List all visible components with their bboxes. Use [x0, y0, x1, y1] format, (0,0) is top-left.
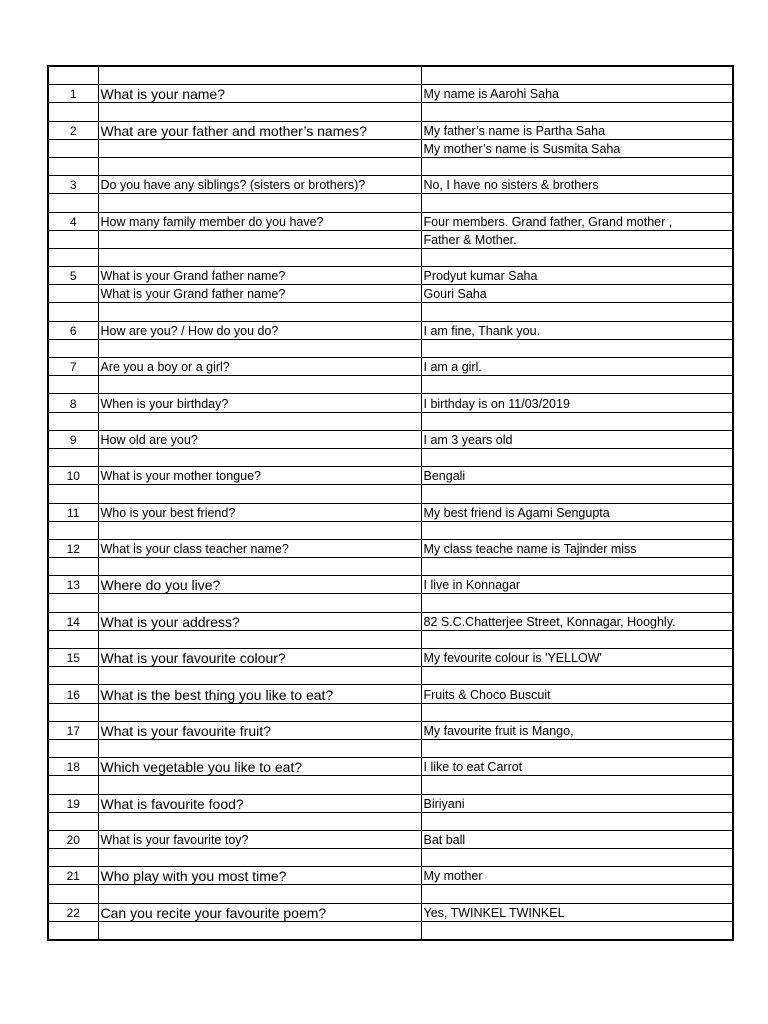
row-number-cell[interactable]: [48, 194, 98, 212]
question-cell[interactable]: [98, 66, 421, 85]
row-number-cell[interactable]: 20: [48, 830, 98, 848]
table-row: [48, 467, 733, 485]
table-row: [48, 503, 733, 521]
answer-cell[interactable]: [421, 103, 733, 121]
table-row: [48, 394, 733, 412]
question-cell[interactable]: Who play with you most time?: [98, 867, 421, 885]
table-row: [48, 867, 733, 885]
table-row: [48, 176, 733, 194]
answer-cell[interactable]: [421, 412, 733, 430]
row-number-cell[interactable]: 13: [48, 576, 98, 594]
table-row: [48, 630, 733, 648]
row-number-cell[interactable]: [48, 139, 98, 157]
row-number-cell[interactable]: 17: [48, 721, 98, 739]
answer-cell[interactable]: My mother: [421, 867, 733, 885]
question-cell[interactable]: [98, 376, 421, 394]
answer-cell[interactable]: [421, 194, 733, 212]
answer-cell[interactable]: I am fine, Thank you.: [421, 321, 733, 339]
answer-cell[interactable]: [421, 849, 733, 867]
answer-cell[interactable]: [421, 376, 733, 394]
row-number-cell[interactable]: 12: [48, 539, 98, 557]
answer-cell[interactable]: [421, 485, 733, 503]
question-cell[interactable]: What are your father and mother’s names?: [98, 121, 421, 139]
row-number-cell[interactable]: 14: [48, 612, 98, 630]
question-cell[interactable]: [98, 703, 421, 721]
answer-cell[interactable]: My favourite fruit is Mango,: [421, 721, 733, 739]
table-row: [48, 776, 733, 794]
answer-cell[interactable]: My mother’s name is Susmita Saha: [421, 139, 733, 157]
answer-cell[interactable]: My fevourite colour is 'YELLOW': [421, 649, 733, 667]
answer-cell[interactable]: [421, 667, 733, 685]
answer-cell[interactable]: I live in Konnagar: [421, 576, 733, 594]
row-number-cell[interactable]: 3: [48, 176, 98, 194]
table-row: [48, 812, 733, 830]
answer-cell[interactable]: Biriyani: [421, 794, 733, 812]
answer-cell[interactable]: [421, 776, 733, 794]
answer-cell[interactable]: My name is Aarohi Saha: [421, 85, 733, 103]
question-cell[interactable]: What is your address?: [98, 612, 421, 630]
answer-cell[interactable]: [421, 703, 733, 721]
table-row: [48, 303, 733, 321]
table-row: [48, 212, 733, 230]
table-row: [48, 321, 733, 339]
question-cell[interactable]: Can you recite your favourite poem?: [98, 903, 421, 921]
table-row: [48, 85, 733, 103]
table-row: [48, 903, 733, 921]
question-cell[interactable]: [98, 812, 421, 830]
table-row: [48, 285, 733, 303]
answer-cell[interactable]: 82 S.C.Chatterjee Street, Konnagar, Hooghly.: [421, 612, 733, 630]
question-cell[interactable]: Which vegetable you like to eat?: [98, 758, 421, 776]
table-row: [48, 794, 733, 812]
row-number-cell[interactable]: [48, 230, 98, 248]
answer-cell[interactable]: I am 3 years old: [421, 430, 733, 448]
row-number-cell[interactable]: [48, 594, 98, 612]
answer-cell[interactable]: I birthday is on 11/03/2019: [421, 394, 733, 412]
answer-cell[interactable]: [421, 66, 733, 85]
question-cell[interactable]: What is your Grand father name?: [98, 267, 421, 285]
answer-cell[interactable]: Father & Mother.: [421, 230, 733, 248]
row-number-cell[interactable]: [48, 376, 98, 394]
question-cell[interactable]: [98, 230, 421, 248]
row-number-cell[interactable]: 8: [48, 394, 98, 412]
row-number-cell[interactable]: [48, 885, 98, 903]
row-number-cell[interactable]: 9: [48, 430, 98, 448]
question-cell[interactable]: [98, 885, 421, 903]
question-cell[interactable]: What is your favourite colour?: [98, 649, 421, 667]
answer-cell[interactable]: [421, 739, 733, 757]
table-row: [48, 739, 733, 757]
row-number-cell[interactable]: [48, 66, 98, 85]
answer-cell[interactable]: [421, 594, 733, 612]
answer-cell[interactable]: I am a girl.: [421, 358, 733, 376]
table-row: [48, 539, 733, 557]
row-number-cell[interactable]: [48, 558, 98, 576]
sheet-body: [48, 66, 733, 940]
question-cell[interactable]: [98, 339, 421, 357]
question-cell[interactable]: Who is your best friend?: [98, 503, 421, 521]
table-row: [48, 194, 733, 212]
question-cell[interactable]: When is your birthday?: [98, 394, 421, 412]
answer-cell[interactable]: I like to eat Carrot: [421, 758, 733, 776]
table-row: [48, 594, 733, 612]
table-row: [48, 376, 733, 394]
table-row: [48, 758, 733, 776]
question-cell[interactable]: What is your class teacher name?: [98, 539, 421, 557]
table-row: [48, 849, 733, 867]
row-number-cell[interactable]: [48, 412, 98, 430]
table-row: [48, 885, 733, 903]
table-row: [48, 448, 733, 466]
row-number-cell[interactable]: 7: [48, 358, 98, 376]
answer-cell[interactable]: [421, 448, 733, 466]
row-number-cell[interactable]: 21: [48, 867, 98, 885]
answer-cell[interactable]: No, I have no sisters & brothers: [421, 176, 733, 194]
table-row: [48, 703, 733, 721]
question-cell[interactable]: What is your favourite fruit?: [98, 721, 421, 739]
row-number-cell[interactable]: 22: [48, 903, 98, 921]
row-number-cell[interactable]: [48, 776, 98, 794]
table-row: [48, 521, 733, 539]
table-row: [48, 358, 733, 376]
question-cell[interactable]: What is favourite food?: [98, 794, 421, 812]
table-row: [48, 430, 733, 448]
question-cell[interactable]: [98, 485, 421, 503]
question-cell[interactable]: [98, 594, 421, 612]
table-row: [48, 649, 733, 667]
question-cell[interactable]: [98, 157, 421, 175]
row-number-cell[interactable]: [48, 521, 98, 539]
question-cell[interactable]: [98, 921, 421, 940]
row-number-cell[interactable]: [48, 448, 98, 466]
question-cell[interactable]: [98, 303, 421, 321]
question-cell[interactable]: How old are you?: [98, 430, 421, 448]
table-row: [48, 485, 733, 503]
question-cell[interactable]: What is the best thing you like to eat?: [98, 685, 421, 703]
row-number-cell[interactable]: 1: [48, 85, 98, 103]
table-row: [48, 339, 733, 357]
row-number-cell[interactable]: [48, 812, 98, 830]
answer-cell[interactable]: My class teache name is Tajinder miss: [421, 539, 733, 557]
question-cell[interactable]: [98, 521, 421, 539]
answer-cell[interactable]: [421, 303, 733, 321]
row-number-cell[interactable]: [48, 248, 98, 266]
row-number-cell[interactable]: [48, 667, 98, 685]
question-cell[interactable]: [98, 139, 421, 157]
question-cell[interactable]: [98, 739, 421, 757]
question-cell[interactable]: How are you? / How do you do?: [98, 321, 421, 339]
row-number-cell[interactable]: 15: [48, 649, 98, 667]
answer-cell[interactable]: Four members. Grand father, Grand mother ,: [421, 212, 733, 230]
answer-cell[interactable]: My father’s name is Partha Saha: [421, 121, 733, 139]
answer-cell[interactable]: [421, 885, 733, 903]
question-cell[interactable]: [98, 558, 421, 576]
qa-sheet: [47, 65, 734, 941]
question-cell[interactable]: Do you have any siblings? (sisters or brothers)?: [98, 176, 421, 194]
question-cell[interactable]: Where do you live?: [98, 576, 421, 594]
table-row: [48, 921, 733, 940]
question-cell[interactable]: [98, 248, 421, 266]
table-row: [48, 685, 733, 703]
question-cell[interactable]: [98, 849, 421, 867]
row-number-cell[interactable]: 5: [48, 267, 98, 285]
table-row: [48, 121, 733, 139]
table-row: [48, 230, 733, 248]
answer-cell[interactable]: [421, 630, 733, 648]
table-row: [48, 576, 733, 594]
question-cell[interactable]: What is your Grand father name?: [98, 285, 421, 303]
question-cell[interactable]: What is your mother tongue?: [98, 467, 421, 485]
row-number-cell[interactable]: 11: [48, 503, 98, 521]
table-row: [48, 267, 733, 285]
table-row: [48, 248, 733, 266]
row-number-cell[interactable]: 19: [48, 794, 98, 812]
question-cell[interactable]: How many family member do you have?: [98, 212, 421, 230]
row-number-cell[interactable]: [48, 339, 98, 357]
table-row: [48, 667, 733, 685]
table-row: [48, 103, 733, 121]
answer-cell[interactable]: My best friend is Agami Sengupta: [421, 503, 733, 521]
row-number-cell[interactable]: [48, 157, 98, 175]
table-row: [48, 612, 733, 630]
answer-cell[interactable]: Fruits & Choco Buscuit: [421, 685, 733, 703]
question-cell[interactable]: [98, 776, 421, 794]
row-number-cell[interactable]: [48, 921, 98, 940]
question-cell[interactable]: Are you a boy or a girl?: [98, 358, 421, 376]
table-row: [48, 412, 733, 430]
row-number-cell[interactable]: 4: [48, 212, 98, 230]
question-cell[interactable]: [98, 194, 421, 212]
row-number-cell[interactable]: [48, 630, 98, 648]
table-row: [48, 66, 733, 85]
row-number-cell[interactable]: [48, 303, 98, 321]
row-number-cell[interactable]: 2: [48, 121, 98, 139]
answer-cell[interactable]: [421, 812, 733, 830]
row-number-cell[interactable]: [48, 103, 98, 121]
table-row: [48, 721, 733, 739]
answer-cell[interactable]: Prodyut kumar Saha: [421, 267, 733, 285]
answer-cell[interactable]: [421, 558, 733, 576]
answer-cell[interactable]: [421, 339, 733, 357]
table-row: [48, 139, 733, 157]
question-cell[interactable]: [98, 630, 421, 648]
answer-cell[interactable]: [421, 521, 733, 539]
table-row: [48, 558, 733, 576]
row-number-cell[interactable]: [48, 485, 98, 503]
question-cell[interactable]: [98, 448, 421, 466]
answer-cell[interactable]: Bat ball: [421, 830, 733, 848]
table-row: [48, 830, 733, 848]
question-cell[interactable]: [98, 103, 421, 121]
question-cell[interactable]: [98, 412, 421, 430]
answer-cell[interactable]: [421, 248, 733, 266]
row-number-cell[interactable]: 6: [48, 321, 98, 339]
row-number-cell[interactable]: 10: [48, 467, 98, 485]
row-number-cell[interactable]: 18: [48, 758, 98, 776]
answer-cell[interactable]: Gouri Saha: [421, 285, 733, 303]
question-cell[interactable]: What is your name?: [98, 85, 421, 103]
row-number-cell[interactable]: [48, 285, 98, 303]
row-number-cell[interactable]: [48, 739, 98, 757]
row-number-cell[interactable]: [48, 849, 98, 867]
answer-cell[interactable]: [421, 157, 733, 175]
table-row: [48, 157, 733, 175]
question-cell[interactable]: What is your favourite toy?: [98, 830, 421, 848]
row-number-cell[interactable]: 16: [48, 685, 98, 703]
answer-cell[interactable]: Bengali: [421, 467, 733, 485]
answer-cell[interactable]: [421, 921, 733, 940]
question-cell[interactable]: [98, 667, 421, 685]
answer-cell[interactable]: Yes, TWINKEL TWINKEL: [421, 903, 733, 921]
row-number-cell[interactable]: [48, 703, 98, 721]
